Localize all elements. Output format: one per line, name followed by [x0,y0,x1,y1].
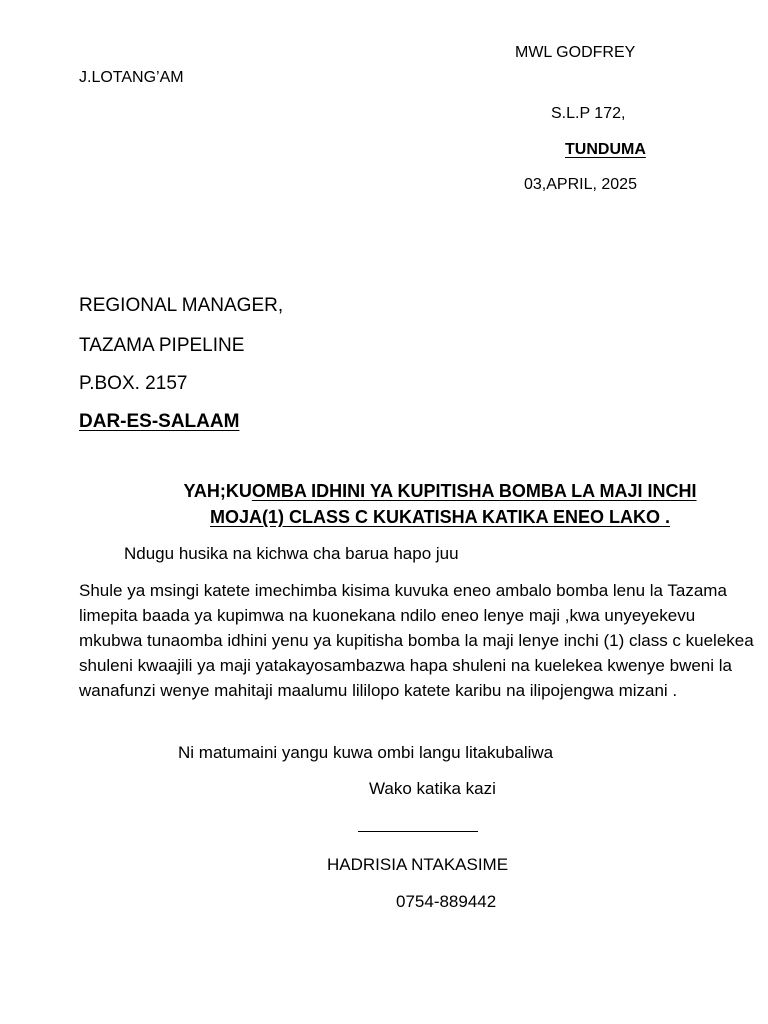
recipient-city: DAR-ES-SALAAM [79,411,240,432]
sender-po-box: S.L.P 172, [551,105,626,122]
subject-prefix: YAH;KU [183,481,252,501]
letter-subject [150,478,730,530]
letter-date: 03,APRIL, 2025 [524,176,637,193]
recipient-po-box: P.BOX. 2157 [79,373,188,394]
sender-name-line2: J.LOTANG’AM [79,69,184,86]
signatory-name: HADRISIA NTAKASIME [327,855,509,874]
closing-phrase: Wako katika kazi [369,779,496,798]
recipient-title: REGIONAL MANAGER, [79,295,284,316]
signature-line [358,831,478,832]
recipient-organization: TAZAMA PIPELINE [79,335,245,356]
signatory-phone: 0754-889442 [396,892,497,911]
sender-name-line1: MWL GODFREY [515,44,636,61]
subject-line2: MOJA(1) CLASS C KUKATISHA KATIKA ENEO LAKO . [209,507,670,527]
salutation: Ndugu husika na kichwa cha barua hapo juu [124,544,459,563]
subject-line1: OMBA IDHINI YA KUPITISHA BOMBA LA MAJI INCHI [251,481,697,501]
sender-town: TUNDUMA [565,141,646,158]
closing-hope: Ni matumaini yangu kuwa ombi langu litakubaliwa [178,743,554,762]
body-paragraph: Shule ya msingi katete imechimba kisima kuvuka eneo ambalo bomba lenu la Tazama limepita baada ya kupimwa na kuonekana ndilo eneo lenye maji ,kwa unyeyekevu mkubwa tunaomba idhini yenu ya kupitisha bomba la maji lenye inchi (1) class c kuelekea shuleni kwaajili ya maji yatakayosambazwa hapa shuleni na kuelekea kwenye bweni la wanafunzi wenye mahitaji maalumu lililopo katete karibu na ilipojengwa mizani . [79,581,754,700]
